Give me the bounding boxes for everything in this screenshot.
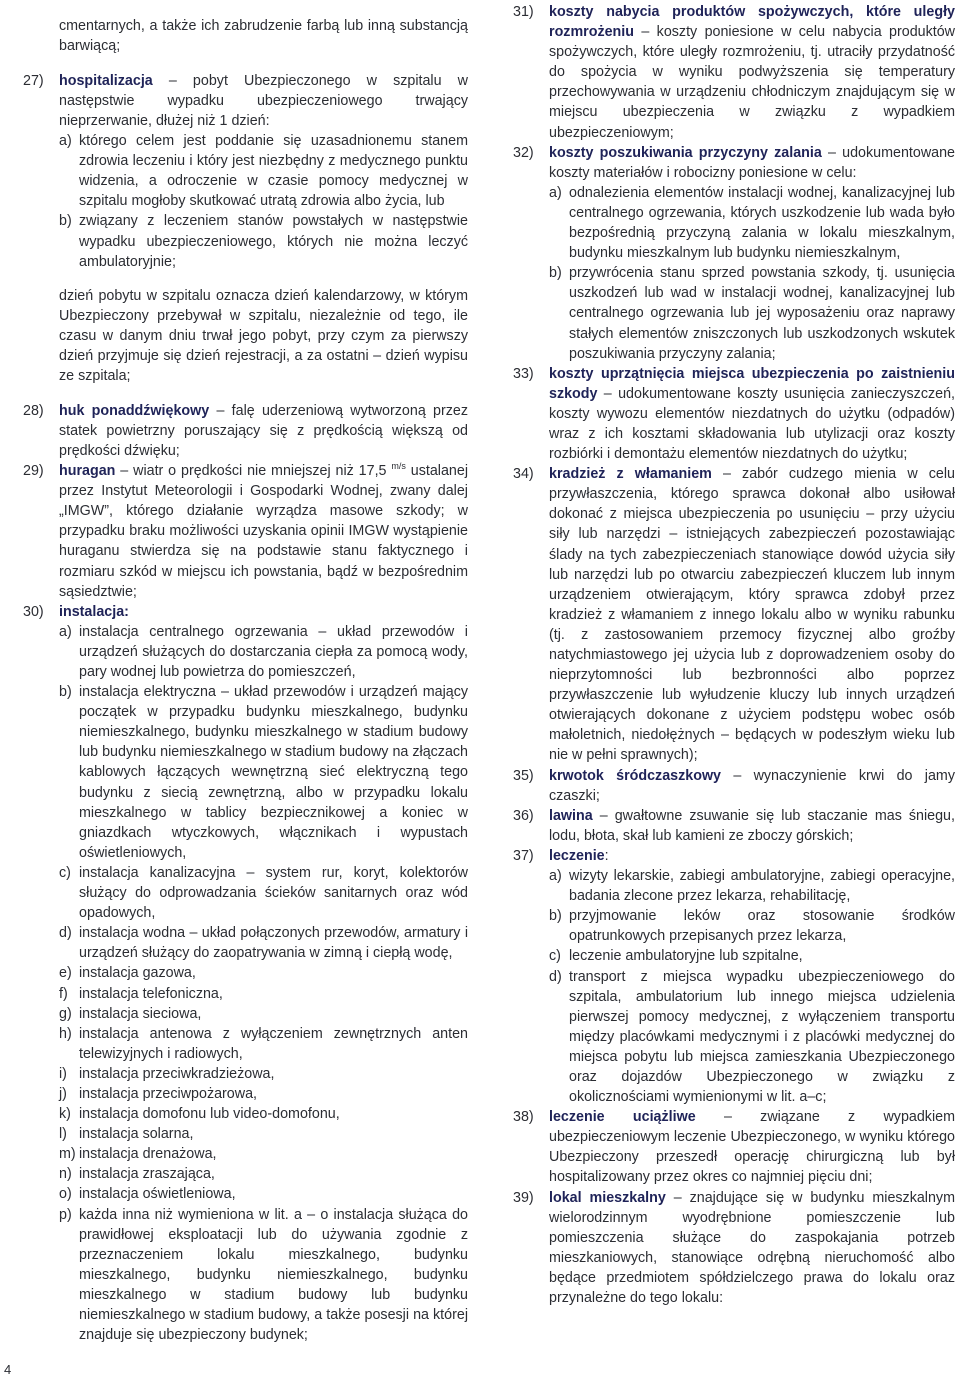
sub-letter: k)	[59, 1106, 71, 1123]
sub-text: transport z miejsca wypadku ubezpieczeniowego do szpitala, ambulatorium lub innego miejsca udzielenia pierwszej pomocy medycznej, z wyłączeniem transportu między placówkami medycznymi i z placówki medycznej do miejsca pobytu lub miejsca zamieszkania Ubezpieczonego oraz dojazdów Ubezpieczonego w związku z okolicznościami wymienionymi w lit. a–c;	[569, 968, 955, 1106]
definition: – koszty poniesione w celu nabycia produktów spożywczych, które uległy rozmrożeniu, tj. utraciły przydatność do spożycia w wyniku podwyższenia się temperatury przechowywania w urządzeniu chłodniczym znajdującym się w miejscu ubezpieczenia w związku z wypadkiem ubezpieczeniowym;	[549, 24, 955, 141]
def-36-lawina	[513, 806, 955, 846]
list-item	[23, 984, 468, 1004]
sub-text: leczenie ambulatoryjne lub szpitalne,	[569, 948, 803, 965]
sub-letter: a)	[59, 623, 72, 640]
term: koszty poszukiwania przyczyny zalania	[549, 144, 822, 161]
definition-part-b: ustalanej przez Instytut Meteorologii i Gospodarki Wodnej, zwany dalej „IMGW”, którego działanie wyrządza masowe szkody; w przypadku braku możliwości uzyskania opinii IMGW wystąpienie huraganu stwierdza się na podstawie stanu faktycznego i rozmiaru szkód w miejscu ich powstania, bądź w bezpośrednim sąsiedztwie;	[59, 463, 469, 600]
sub-letter: b)	[549, 908, 562, 925]
definition: – gwałtowne zsuwanie się lub staczanie mas śniegu, lodu, błota, skał lub kamieni ze zboczy górskich;	[549, 807, 955, 844]
term: leczenie	[549, 847, 605, 864]
sub-text: instalacja domofonu lub video-domofonu,	[79, 1106, 340, 1123]
list-item	[23, 1205, 468, 1346]
term: lawina	[549, 807, 593, 824]
right-column	[513, 2, 955, 1308]
term: leczenie uciążliwe	[549, 1109, 696, 1126]
definition: – związane z wypadkiem ubezpieczeniowym leczenie Ubezpieczonego, w wyniku którego Ubezpieczony przeszedł operację chirurgiczną lub był hospitalizowany przez okres co najmniej pięciu dni;	[549, 1109, 955, 1186]
list-item	[23, 923, 468, 963]
sub-text: odnalezienia elementów instalacji wodnej, kanalizacyjnej lub centralnego ogrzewania, których uszkodzenie lub wada było bezpośrednią przyczyną zalania w lokalu mieszkalnym, budynku mieszkalnym lub budynku niemieszkalnym,	[569, 184, 955, 262]
list-item	[23, 1164, 468, 1184]
item-number: 32)	[513, 144, 534, 161]
list-item	[23, 1004, 468, 1024]
list-item	[23, 682, 468, 863]
sub-text: instalacja elektryczna – układ przewodów i urządzeń mający początek w przypadku budynku mieszkalnego, budynku niemieszkalnego, budynku mieszkalnego w stadium budowy lub budynku niemieszkalnego w stadium budowy na złączach kablowych łączących wewnętrzną sieć elektryczną tego budynku z siecią zewnętrzną, albo w przypadku lokalu mieszkalnego w tablicy bezpiecznikowej a koniec w gniazdkach wtyczkowych, włącznikach i wypustach oświetleniowych,	[79, 684, 468, 861]
sub-letter: h)	[59, 1025, 72, 1042]
sub-letter: j)	[59, 1085, 67, 1102]
sub-text: przyjmowanie leków oraz stosowanie środków opatrunkowych przepisanych przez lekarza,	[569, 908, 955, 945]
sub-letter: f)	[59, 985, 68, 1002]
item-number: 30)	[23, 603, 44, 620]
def-30-sub-list	[23, 622, 468, 1345]
sub-letter: d)	[59, 925, 72, 942]
term: kradzież z włamaniem	[549, 466, 712, 483]
definition: – udokumentowane koszty usunięcia zanieczyszczeń, koszty wywozu elementów niezdatnych do użytku (odpadów) wraz z ich kosztami składowania lub utylizacji oraz koszty rozbiórki i demontażu elementów niezdatnych do użytku;	[549, 385, 955, 463]
definition: – znajdujące się w budynku mieszkalnym wielorodzinnym wyodrębnione pomieszczenie lub pomieszczenia służące do zaspokajania potrzeb mieszkaniowych, stanowiące odrębną nieruchomość albo będące przedmiotem spółdzielczego prawa do lokalu oraz przynależne do tego lokalu:	[549, 1189, 955, 1306]
sub-text: instalacja wodna – układ połączonych przewodów, armatury i urządzeń służący do zaopatrywania w zimną i ciepłą wodę,	[79, 925, 468, 962]
def-27-sub-b	[23, 211, 468, 271]
sub-text: wizyty lekarskie, zabiegi ambulatoryjne, zabiegi operacyjne, badania zlecone przez lekarza, rehabilitację,	[569, 868, 955, 905]
sub-text: instalacja telefoniczna,	[79, 985, 223, 1002]
sub-letter: p)	[59, 1206, 72, 1223]
definition: – falę uderzeniową wytworzoną przez statek powietrzny poruszający się z prędkością większą od prędkości dźwięku;	[59, 402, 468, 459]
sub-text: instalacja gazowa,	[79, 965, 196, 982]
term: krwotok śródczaszkowy	[549, 767, 722, 784]
list-item	[513, 906, 955, 946]
list-item	[513, 946, 955, 966]
item-number: 28)	[23, 402, 44, 419]
term: huragan	[59, 463, 116, 480]
sub-letter: c)	[549, 948, 561, 965]
def-26-continuation: cmentarnych, a także ich zabrudzenie farbą lub inną substancją barwiącą;	[59, 18, 468, 55]
sub-text: instalacja drenażowa,	[79, 1146, 217, 1163]
list-item	[23, 622, 468, 682]
def-33-koszty-uprzatniecia	[513, 364, 955, 464]
list-item	[513, 183, 955, 263]
sub-text: przywrócenia stanu sprzed powstania szkody, tj. usunięcia uszkodzeń lub wad w instalacji wodnej, kanalizacyjnej lub centralnego ogrzewania lub jej wyposażeniu oraz naprawy stałych elementów zniszczonych lub uszkodzonych wskutek poszukiwania przyczyny zalania;	[569, 265, 955, 362]
term: huk ponaddźwiękowy	[59, 402, 210, 419]
def-27-sub-a	[23, 131, 468, 211]
sub-letter: a)	[549, 868, 562, 885]
list-item	[23, 1084, 468, 1104]
item-number: 35)	[513, 767, 534, 784]
sub-letter: g)	[59, 1005, 72, 1022]
list-item	[513, 967, 955, 1108]
def-38-leczenie-uciazliwe	[513, 1107, 955, 1187]
left-column	[23, 2, 468, 1345]
sub-text: instalacja oświetleniowa,	[79, 1186, 236, 1203]
sub-text: którego celem jest poddanie się uzasadnionemu stanem zdrowia leczeniu i który jest niezbędny z medycznego punktu widzenia, a odroczenie w czasie pomocy medycznej w szpitalu mogłoby skutkować utratą zdrowia albo życia, lub	[79, 133, 468, 210]
sub-text: instalacja kanalizacyjna – system rur, koryt, kolektorów służący do odprowadzania ścieków sanitarnych oraz wód opadowych,	[79, 864, 468, 922]
sub-text: instalacja solarna,	[79, 1126, 194, 1143]
term: koszty uprzątnięcia miejsca ubezpieczenia po zaistnieniu szkody	[549, 365, 955, 402]
definition: – wynaczynienie krwi do jamy czaszki;	[549, 767, 955, 804]
sub-text: każda inna niż wymieniona w lit. a – o instalacja służąca do prawidłowej eksploatacji lub do używania zgodnie z przeznaczeniem lokalu mieszkalnego, budynku mieszkalnego, budynku niemieszkalnego, budynku mieszkalnego w stadium budowy lub budynku niemieszkalnego w stadium budowy, a także posesji na której znajduje się ubezpieczony budynek;	[79, 1206, 468, 1344]
item-number: 33)	[513, 365, 534, 382]
def-30-instalacja	[23, 602, 468, 622]
definition: :	[604, 847, 609, 864]
definition: – udokumentowane koszty materiałów i robocizny poniesione w celu:	[549, 144, 955, 181]
list-item	[23, 1064, 468, 1084]
def-39-lokal-mieszkalny	[513, 1188, 955, 1309]
item-number: 38)	[513, 1109, 534, 1126]
sub-text: instalacja przeciwkradzieżowa,	[79, 1065, 275, 1082]
sub-letter: l)	[59, 1126, 67, 1143]
sub-text: instalacja centralnego ogrzewania – układ przewodów i urządzeń służących do dostarczania ciepła za pomocą wody, pary wodnej lub powietrza do pomieszczeń,	[79, 623, 468, 680]
sub-text: związany z leczeniem stanów powstałych w następstwie wypadku ubezpieczeniowego, których nie można leczyć ambulatoryjnie;	[79, 213, 468, 270]
definition-part-a: – wiatr o prędkości nie mniejszej niż 17,5	[115, 463, 392, 480]
sub-letter: e)	[59, 965, 72, 982]
def-27-paragraph: dzień pobytu w szpitalu oznacza dzień kalendarzowy, w którym Ubezpieczony przebywał w szpitalu, niezależnie od tego, ile czasu w danym dniu trwał jego pobyt, przy czym za pierwszy dzień przyjmuje się dzień rejestracji, a za ostatni – dzień wypisu ze szpitala;	[59, 288, 468, 385]
term: koszty nabycia produktów spożywczych, które uległy rozmrożeniu	[549, 4, 955, 41]
sub-letter: o)	[59, 1186, 72, 1203]
def-34-kradziez	[513, 464, 955, 765]
item-number: 31)	[513, 4, 534, 20]
list-item	[513, 866, 955, 906]
sub-letter: b)	[549, 265, 562, 282]
def-37-leczenie	[513, 846, 955, 866]
list-item	[23, 963, 468, 983]
def-32-koszty-poszukiwania	[513, 143, 955, 183]
def-28-huk	[23, 401, 468, 461]
term: lokal mieszkalny	[549, 1189, 666, 1206]
def-31-koszty-nabycia	[513, 2, 955, 143]
sub-text: instalacja zraszająca,	[79, 1166, 215, 1183]
list-item	[23, 1124, 468, 1144]
def-27-hospitalizacja	[23, 71, 468, 131]
def-35-krwotok	[513, 766, 955, 806]
list-item	[23, 863, 468, 923]
list-item	[23, 1184, 468, 1204]
page-number: 4	[4, 1362, 12, 1377]
sub-text: instalacja przeciwpożarowa,	[79, 1085, 257, 1102]
list-item	[513, 263, 955, 363]
sub-letter: n)	[59, 1166, 72, 1183]
term: hospitalizacja	[59, 72, 153, 89]
item-number: 29)	[23, 463, 44, 480]
sub-text: instalacja antenowa z wyłączeniem zewnętrznych anten telewizyjnych i radiowych,	[79, 1025, 468, 1062]
item-number: 27)	[23, 72, 44, 89]
sub-letter: m)	[59, 1146, 76, 1163]
unit: m/s	[391, 461, 406, 472]
term: instalacja:	[59, 603, 129, 620]
sub-letter: i)	[59, 1065, 67, 1082]
item-number: 39)	[513, 1189, 534, 1206]
sub-letter: d)	[549, 968, 562, 985]
list-item	[23, 1144, 468, 1164]
item-number: 37)	[513, 847, 534, 864]
item-number: 36)	[513, 807, 534, 824]
sub-text: instalacja sieciowa,	[79, 1005, 202, 1022]
sub-letter: a)	[549, 184, 562, 201]
definition: – pobyt Ubezpieczonego w szpitalu w następstwie wypadku ubezpieczeniowego trwający nieprzerwanie, dłużej niż 1 dzień:	[59, 72, 468, 129]
sub-letter: b)	[59, 684, 72, 701]
definition: – zabór cudzego mienia w celu przywłaszczenia, którego sprawca dokonał albo usiłował dokonać z miejsca ubezpieczenia po usunięciu – przy użyciu siły lub narzędzi – istniejących zabezpieczeń pozostawiając ślady na tych zabezpieczeniach stanowiące dowód użycia siły lub narzędzi lub po otwarciu zabezpieczeń kluczem lub innym urządzeniem otwierającym, który sprawca zdobył przez kradzież z włamaniem z innego lokalu albo w wyniku rabunku (tj. z zastosowaniem przemocy fizycznej albo groźby natychmiastowego jej użycia lub z doprowadzeniem osoby do nieprzytomności lub bezbronności albo poprzez przywłaszczenie lub wyłudzenie kluczy lub innych urządzeń otwierających dokonane z użyciem podstępu wobec osób małoletnich, niedołężnych – będących w podeszłym wieku lub nie w pełni sprawnych);	[549, 466, 955, 764]
sub-letter: c)	[59, 864, 71, 881]
item-number: 34)	[513, 466, 534, 483]
def-29-huragan	[23, 461, 468, 602]
list-item	[23, 1024, 468, 1064]
sub-letter: b)	[59, 213, 72, 230]
sub-letter: a)	[59, 133, 72, 150]
list-item	[23, 1104, 468, 1124]
